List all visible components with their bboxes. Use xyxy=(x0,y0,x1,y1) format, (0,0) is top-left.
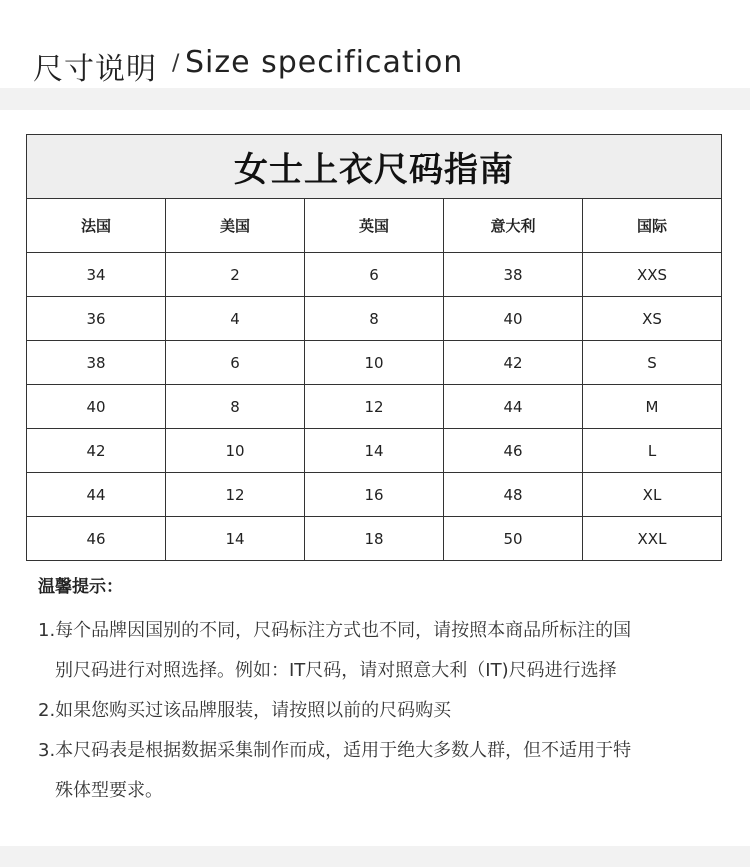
column-header-italy: 意大利 xyxy=(444,199,583,253)
table-cell: 42 xyxy=(27,429,166,473)
tip-item xyxy=(38,731,718,811)
table-cell: 18 xyxy=(305,517,444,561)
table-row xyxy=(27,341,722,385)
tip-line: 3.本尺码表是根据数据采集制作而成，适用于绝大多数人群，但不适用于特 xyxy=(38,740,632,761)
title-separator: / xyxy=(172,51,180,76)
table-cell: 12 xyxy=(305,385,444,429)
column-header-uk: 英国 xyxy=(305,199,444,253)
table-cell: XXL xyxy=(583,517,722,561)
table-cell: 38 xyxy=(444,253,583,297)
table-cell: 4 xyxy=(166,297,305,341)
table-row xyxy=(27,297,722,341)
tip-line: 2.如果您购买过该品牌服装，请按照以前的尺码购买 xyxy=(38,700,452,721)
table-cell: 36 xyxy=(27,297,166,341)
table-cell: XL xyxy=(583,473,722,517)
table-cell: 34 xyxy=(27,253,166,297)
table-cell: L xyxy=(583,429,722,473)
table-cell: XXS xyxy=(583,253,722,297)
table-cell: 10 xyxy=(305,341,444,385)
table-cell: 38 xyxy=(27,341,166,385)
table-cell: 40 xyxy=(444,297,583,341)
table-cell: 6 xyxy=(166,341,305,385)
column-header-international: 国际 xyxy=(583,199,722,253)
table-cell: M xyxy=(583,385,722,429)
table-row xyxy=(27,253,722,297)
table-cell: 44 xyxy=(444,385,583,429)
table-caption-row xyxy=(27,135,722,199)
table-cell: 44 xyxy=(27,473,166,517)
column-header-france: 法国 xyxy=(27,199,166,253)
table-header-row xyxy=(27,199,722,253)
table-cell: 10 xyxy=(166,429,305,473)
tips-section xyxy=(38,572,718,811)
size-table-container xyxy=(26,134,722,561)
page-header xyxy=(0,0,750,88)
table-cell: 2 xyxy=(166,253,305,297)
table-cell: S xyxy=(583,341,722,385)
table-cell: 16 xyxy=(305,473,444,517)
size-table xyxy=(26,134,722,561)
tips-title: 温馨提示： xyxy=(38,577,123,597)
table-cell: XS xyxy=(583,297,722,341)
tip-line-continued: 别尺码进行对照选择。例如：IT尺码，请对照意大利（IT)尺码进行选择 xyxy=(55,660,617,681)
tip-line: 1.每个品牌因国别的不同，尺码标注方式也不同，请按照本商品所标注的国 xyxy=(38,620,632,641)
table-cell: 8 xyxy=(166,385,305,429)
table-caption: 女士上衣尺码指南 xyxy=(27,135,722,199)
tip-item xyxy=(38,691,718,731)
table-row xyxy=(27,385,722,429)
table-cell: 50 xyxy=(444,517,583,561)
table-cell: 46 xyxy=(444,429,583,473)
tip-line-continued: 殊体型要求。 xyxy=(55,780,163,801)
page-title-cn: 尺寸说明 xyxy=(33,52,157,87)
table-cell: 6 xyxy=(305,253,444,297)
table-row xyxy=(27,517,722,561)
top-divider-band xyxy=(0,88,750,110)
table-row xyxy=(27,473,722,517)
bottom-divider-band xyxy=(0,846,750,867)
table-cell: 42 xyxy=(444,341,583,385)
page-title-en: Size specification xyxy=(185,45,464,80)
table-cell: 46 xyxy=(27,517,166,561)
table-cell: 12 xyxy=(166,473,305,517)
table-cell: 40 xyxy=(27,385,166,429)
table-cell: 48 xyxy=(444,473,583,517)
column-header-us: 美国 xyxy=(166,199,305,253)
tip-item xyxy=(38,611,718,691)
table-cell: 14 xyxy=(166,517,305,561)
table-row xyxy=(27,429,722,473)
table-cell: 14 xyxy=(305,429,444,473)
table-cell: 8 xyxy=(305,297,444,341)
